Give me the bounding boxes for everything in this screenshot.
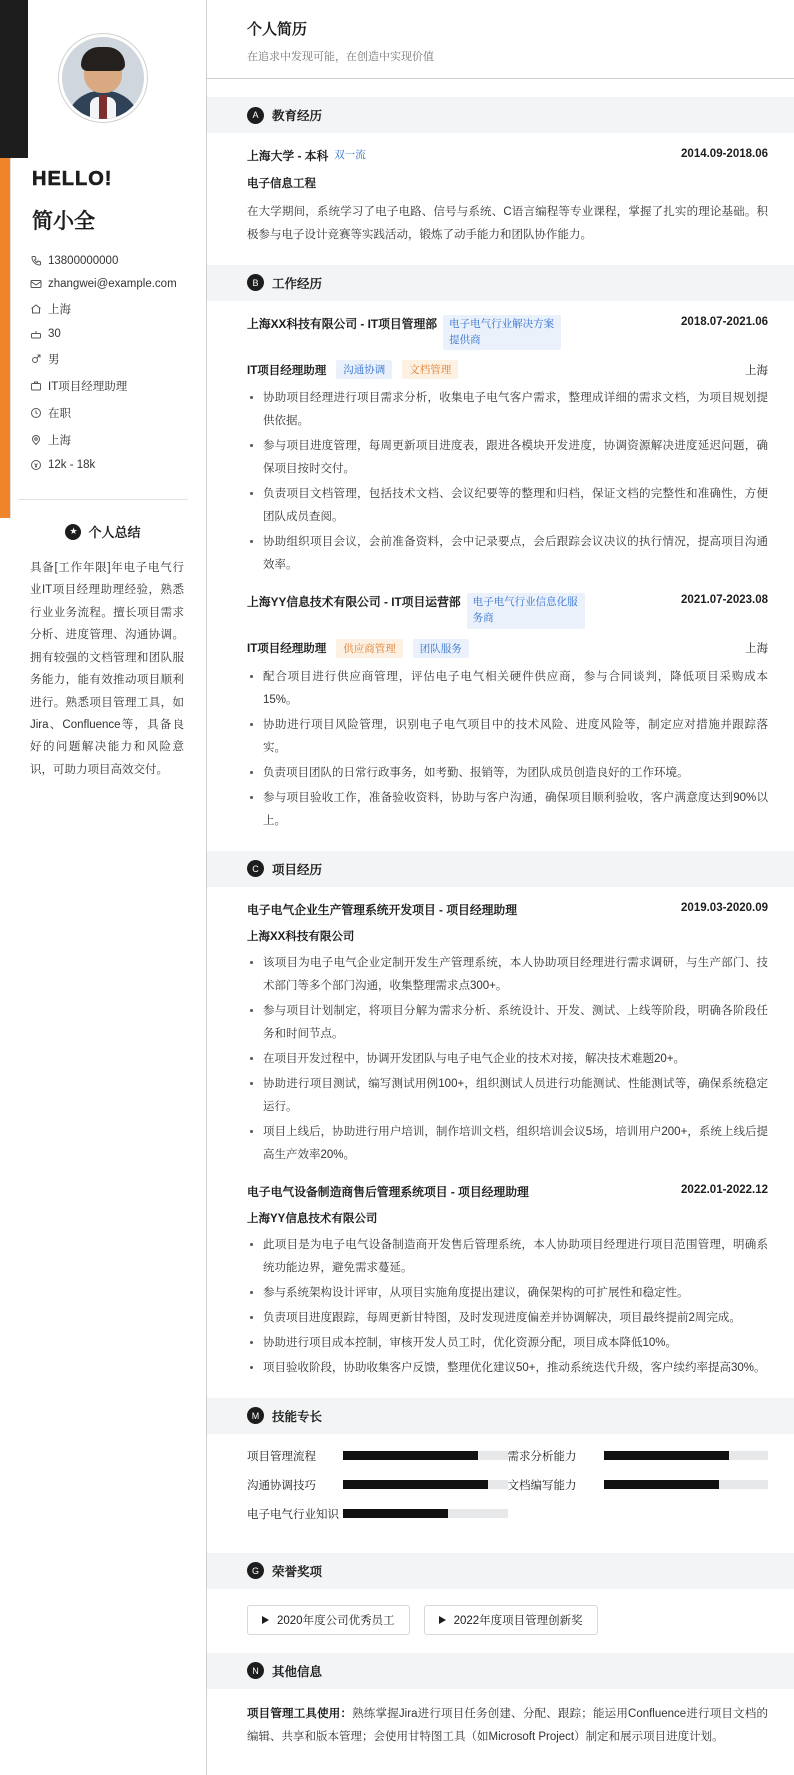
section-title: 荣誉奖项 — [272, 1564, 323, 1579]
project-entry — [247, 1169, 768, 1380]
list-item: • 负责项目团队的日常行政事务，如考勤、报销等，为团队成员创造良好的工作环境。 — [263, 762, 768, 785]
list-item: • 项目上线后，协助进行用户培训，制作培训文档，组织培训会议5场，培训用户200+，系统上线后提高生产效率20%。 — [263, 1121, 768, 1167]
section-skills-header — [207, 1398, 794, 1434]
contact-value: zhangwei@example.com — [48, 278, 177, 290]
section-title: 其他信息 — [272, 1664, 323, 1679]
projects-badge-icon: C — [247, 860, 264, 877]
sidebar — [0, 0, 206, 1775]
contact-value: 男 — [48, 354, 60, 366]
contact-value: IT项目经理助理 — [48, 381, 128, 393]
gender-icon — [30, 353, 48, 365]
list-item: • 协助项目经理进行项目需求分析，收集电子电气客户需求，整理成详细的需求文档，为项目规划提供依据。 — [263, 387, 768, 433]
project-date: 2019.03-2020.09 — [681, 901, 768, 914]
sidebar-divider — [18, 499, 188, 500]
contact-item-salary — [30, 459, 206, 471]
contact-value: 13800000000 — [48, 255, 119, 267]
contact-value: 上海 — [48, 304, 71, 316]
role-chip: 文档管理 — [402, 360, 458, 379]
skill-item — [247, 1506, 508, 1522]
skill-bar — [343, 1509, 508, 1518]
work-bullets — [247, 666, 768, 833]
triangle-icon — [439, 1616, 446, 1624]
project-name: 电子电气设备制造商售后管理系统项目 - 项目经理助理 — [247, 1184, 529, 1199]
location-icon — [30, 434, 48, 446]
list-item: • 在项目开发过程中，协调开发团队与电子电气企业的技术对接，解决技术难题20+。 — [263, 1048, 768, 1071]
section-other-header — [207, 1653, 794, 1689]
company-name: 上海XX科技有限公司 - IT项目管理部 — [247, 316, 438, 331]
skill-item — [247, 1477, 508, 1493]
work-entry — [247, 301, 768, 578]
contact-item-phone — [30, 255, 206, 267]
main-content — [206, 0, 794, 1775]
skill-bar — [343, 1451, 508, 1460]
avatar — [0, 34, 206, 122]
home-icon — [30, 303, 48, 315]
role-title: IT项目经理助理 — [247, 364, 327, 377]
honor-item — [247, 1605, 410, 1635]
work-date: 2018.07-2021.06 — [681, 315, 768, 328]
role-chip: 团队服务 — [413, 639, 469, 658]
salary-icon — [30, 459, 48, 471]
list-item: • 负责项目文档管理，包括技术文档、会议纪要等的整理和归档，保证文档的完整性和准确性，方便团队成员查阅。 — [263, 483, 768, 529]
school-tag: 双一流 — [334, 149, 366, 161]
list-item: • 参与项目进度管理，每周更新项目进度表，跟进各模块开发进度，协调资源解决进度延迟问题，确保项目按时交付。 — [263, 435, 768, 481]
page-subtitle: 在追求中发现可能，在创造中实现价值 — [247, 51, 434, 63]
work-location: 上海 — [745, 643, 768, 656]
section-title: 技能专长 — [272, 1409, 323, 1424]
header-rule — [207, 78, 794, 79]
list-item: • 参与系统架构设计评审，从项目实施角度提出建议，确保架构的可扩展性和稳定性。 — [263, 1282, 768, 1305]
section-title: 教育经历 — [272, 109, 323, 123]
section-work-header — [207, 265, 794, 301]
skills-badge-icon: M — [247, 1407, 264, 1424]
contact-list — [30, 255, 206, 471]
briefcase-icon — [30, 380, 48, 392]
project-date: 2022.01-2022.12 — [681, 1183, 768, 1196]
mail-icon — [30, 278, 48, 290]
phone-icon — [30, 255, 48, 267]
status-icon — [30, 407, 48, 419]
skill-bar — [604, 1451, 769, 1460]
honor-label: 2022年度项目管理创新奖 — [453, 1614, 583, 1627]
contact-item-location — [30, 432, 206, 448]
list-item: • 参与项目验收工作，准备验收资料，协助与客户沟通，确保项目顺利验收，客户满意度达到90%以上。 — [263, 787, 768, 833]
education-description: 在大学期间，系统学习了电子电路、信号与系统、C语言编程等专业课程，掌握了扎实的理论基础。积极参与电子设计竞赛等实践活动，锻炼了动手能力和团队协作能力。 — [247, 205, 768, 241]
project-bullets — [247, 952, 768, 1167]
list-item: • 协助进行项目测试，编写测试用例100+，组织测试人员进行功能测试、性能测试等，确保系统稳定运行。 — [263, 1073, 768, 1119]
education-badge-icon: A — [247, 107, 264, 124]
education-entry — [247, 133, 768, 247]
skill-item — [247, 1448, 508, 1464]
cake-icon — [30, 328, 48, 340]
contact-value: 在职 — [48, 408, 71, 420]
section-skills — [207, 1398, 794, 1535]
contact-item-status — [30, 405, 206, 421]
work-badge-icon: B — [247, 274, 264, 291]
skill-bar-fill — [343, 1451, 478, 1460]
section-title: 项目经历 — [272, 862, 323, 877]
school-name: 上海大学 - 本科 — [247, 149, 329, 163]
list-item: • 该项目为电子电气企业定制开发生产管理系统，本人协助项目经理进行需求调研，与生产部门、技术部门等多个部门沟通，收集整理需求点300+。 — [263, 952, 768, 998]
honor-label: 2020年度公司优秀员工 — [277, 1614, 395, 1627]
contact-item-position — [30, 378, 206, 394]
section-other — [207, 1653, 794, 1775]
work-bullets — [247, 387, 768, 577]
section-work — [207, 265, 794, 833]
skill-label: 需求分析能力 — [507, 1450, 577, 1463]
role-title: IT项目经理助理 — [247, 643, 327, 656]
skill-label: 项目管理流程 — [247, 1450, 316, 1463]
star-icon: ★ — [65, 524, 81, 540]
honor-item — [424, 1605, 598, 1635]
page-title: 个人简历 — [247, 21, 308, 38]
contact-item-gender — [30, 351, 206, 367]
skill-bar-fill — [604, 1480, 719, 1489]
company-name: 上海YY信息技术有限公司 - IT项目运营部 — [247, 595, 461, 610]
contact-value: 30 — [48, 328, 61, 340]
role-chip: 沟通协调 — [336, 360, 392, 379]
summary-title: 个人总结 — [88, 525, 141, 540]
list-item: • 负责项目进度跟踪，每周更新甘特图，及时发现进度偏差并协调解决，项目最终提前2周完成。 — [263, 1307, 768, 1330]
section-honors-header — [207, 1553, 794, 1589]
skill-bar — [604, 1480, 769, 1489]
section-title: 工作经历 — [272, 276, 323, 291]
hello-text: HELLO! — [32, 168, 113, 190]
education-date: 2014.09-2018.06 — [681, 148, 768, 160]
summary-text: 具备[工作年限]年电子电气行业IT项目经理助理经验，熟悉行业业务流程。擅长项目需求分析、进度管理、沟通协调。拥有较强的文档管理和团队服务能力，能有效推动项目顺利进行。熟悉项目管理工具，如Jira、Confluence等，具备良好的问题解决能力和风险意识，可助力项目高效交付。 — [30, 562, 184, 776]
sidebar-gray-rule — [10, 158, 11, 518]
list-item: • 项目验收阶段，协助收集客户反馈，整理优化建议50+，推动系统迭代升级，客户续约率提高30%。 — [263, 1357, 768, 1380]
list-item: • 此项目是为电子电气设备制造商开发售后管理系统，本人协助项目经理进行项目范围管理，明确系统功能边界，避免需求蔓延。 — [263, 1234, 768, 1280]
avatar-photo — [59, 34, 147, 122]
work-entry — [247, 579, 768, 833]
candidate-name: 简小全 — [32, 210, 95, 233]
work-date: 2021.07-2023.08 — [681, 594, 768, 607]
skill-bar-fill — [343, 1509, 448, 1518]
section-projects — [207, 851, 794, 1380]
company-tag: 电子电气行业信息化服务商 — [467, 593, 585, 629]
skill-item — [508, 1477, 769, 1493]
section-education — [207, 97, 794, 247]
other-text: 熟练掌握Jira进行项目任务创建、分配、跟踪；能运用Confluence进行项目文档的编辑、共享和版本管理；会使用甘特图工具（如Microsoft Project）制定和展示项目进度计划。 — [247, 1707, 768, 1743]
contact-value: 上海 — [48, 435, 71, 447]
contact-value: 12k - 18k — [48, 459, 96, 471]
skill-item — [508, 1448, 769, 1464]
contact-item-email — [30, 278, 206, 290]
project-bullets — [247, 1234, 768, 1380]
skill-list — [247, 1434, 768, 1535]
list-item: • 协助组织项目会议，会前准备资料，会中记录要点，会后跟踪会议决议的执行情况，提高项目沟通效率。 — [263, 531, 768, 577]
list-item: • 参与项目计划制定，将项目分解为需求分析、系统设计、开发、测试、上线等阶段，明确各阶段任务和时间节点。 — [263, 1000, 768, 1046]
section-projects-header — [207, 851, 794, 887]
work-location: 上海 — [745, 364, 768, 377]
company-tag: 电子电气行业解决方案提供商 — [443, 315, 561, 351]
other-info — [247, 1689, 768, 1749]
project-company: 上海YY信息技术有限公司 — [247, 1212, 378, 1225]
list-item: • 配合项目进行供应商管理，评估电子电气相关硬件供应商，参与合同谈判，降低项目采购成本15%。 — [263, 666, 768, 712]
honor-list — [247, 1589, 768, 1635]
sidebar-orange-accent — [0, 158, 10, 518]
contact-item-city — [30, 301, 206, 317]
contact-item-age — [30, 328, 206, 340]
list-item: • 协助进行项目风险管理，识别电子电气项目中的技术风险、进度风险等，制定应对措施并跟踪落实。 — [263, 714, 768, 760]
skill-label: 电子电气行业知识 — [247, 1508, 339, 1521]
section-honors — [207, 1553, 794, 1635]
skill-label: 沟通协调技巧 — [247, 1479, 316, 1492]
skill-bar-fill — [343, 1480, 488, 1489]
major-name: 电子信息工程 — [247, 177, 316, 190]
other-badge-icon: N — [247, 1662, 264, 1679]
skill-bar-fill — [604, 1451, 729, 1460]
role-chip: 供应商管理 — [336, 639, 403, 658]
skill-bar — [343, 1480, 508, 1489]
section-education-header — [207, 97, 794, 133]
triangle-icon — [262, 1616, 269, 1624]
other-label: 项目管理工具使用： — [247, 1707, 353, 1720]
summary-heading — [0, 522, 206, 541]
project-entry — [247, 887, 768, 1167]
project-name: 电子电气企业生产管理系统开发项目 - 项目经理助理 — [247, 902, 518, 917]
document-header — [207, 0, 794, 78]
honors-badge-icon: G — [247, 1562, 264, 1579]
skill-label: 文档编写能力 — [507, 1479, 577, 1492]
list-item: • 协助进行项目成本控制，审核开发人员工时，优化资源分配，项目成本降低10%。 — [263, 1332, 768, 1355]
project-company: 上海XX科技有限公司 — [247, 930, 355, 943]
